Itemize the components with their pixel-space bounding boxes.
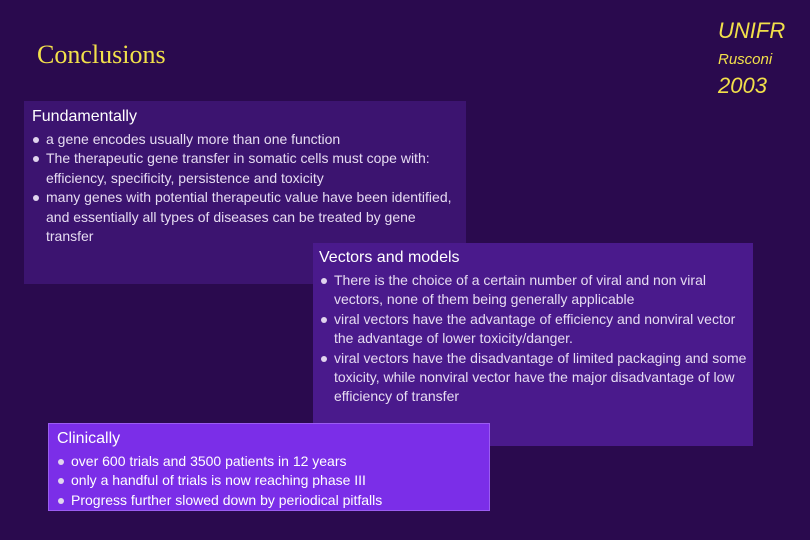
list-item — [319, 349, 747, 407]
list-item — [32, 188, 458, 246]
list-item — [319, 310, 747, 349]
list-item — [57, 471, 481, 490]
list-item-text: only a handful of trials is now reaching phase III — [71, 472, 366, 489]
fundamentally-list — [32, 130, 458, 246]
slide-title: Conclusions — [37, 40, 166, 69]
list-item-text: viral vectors have the disadvantage of limited packaging and some toxicity, while nonviral vector have the major disadvantage of low efficiency of transfer — [334, 349, 747, 405]
list-item-text: There is the choice of a certain number of viral and non viral vectors, none of them being generally applicable — [334, 272, 706, 308]
list-item-text: over 600 trials and 3500 patients in 12 years — [71, 453, 347, 469]
bullet-icon — [33, 137, 39, 143]
vectors-panel — [313, 243, 753, 446]
bullet-icon — [321, 317, 327, 323]
list-item-text: The therapeutic gene transfer in somatic cells must cope with: efficiency, specificity, persistence and toxicity — [46, 150, 430, 186]
year-label: 2003 — [718, 73, 767, 98]
list-item — [32, 130, 458, 149]
bullet-icon — [58, 498, 64, 504]
fundamentally-heading: Fundamentally — [32, 108, 137, 125]
vectors-heading: Vectors and models — [319, 249, 460, 266]
list-item-text: a gene encodes usually more than one function — [46, 131, 341, 147]
list-item — [57, 452, 481, 471]
list-item-text: viral vectors have the advantage of efficiency and nonviral vector the advantage of lower toxicity/danger. — [334, 310, 736, 347]
bullet-icon — [58, 459, 64, 465]
clinically-heading: Clinically — [57, 430, 121, 447]
institution-name: UNIFR — [718, 18, 786, 43]
bullet-icon — [58, 478, 64, 484]
list-item-text: many genes with potential therapeutic value have been identified, and essentially all types of diseases can be treated by gene transfer — [46, 189, 452, 245]
vectors-list — [319, 271, 747, 407]
bullet-icon — [33, 195, 39, 201]
author-name: Rusconi — [718, 51, 773, 68]
bullet-icon — [33, 156, 39, 162]
institution-block — [718, 20, 785, 97]
list-item — [32, 149, 458, 188]
bullet-icon — [321, 278, 327, 284]
clinically-panel — [48, 423, 490, 511]
bullet-icon — [321, 356, 327, 362]
list-item — [57, 491, 481, 510]
list-item-text: Progress further slowed down by periodical pitfalls — [71, 491, 383, 508]
clinically-list — [57, 452, 481, 510]
list-item — [319, 271, 747, 310]
